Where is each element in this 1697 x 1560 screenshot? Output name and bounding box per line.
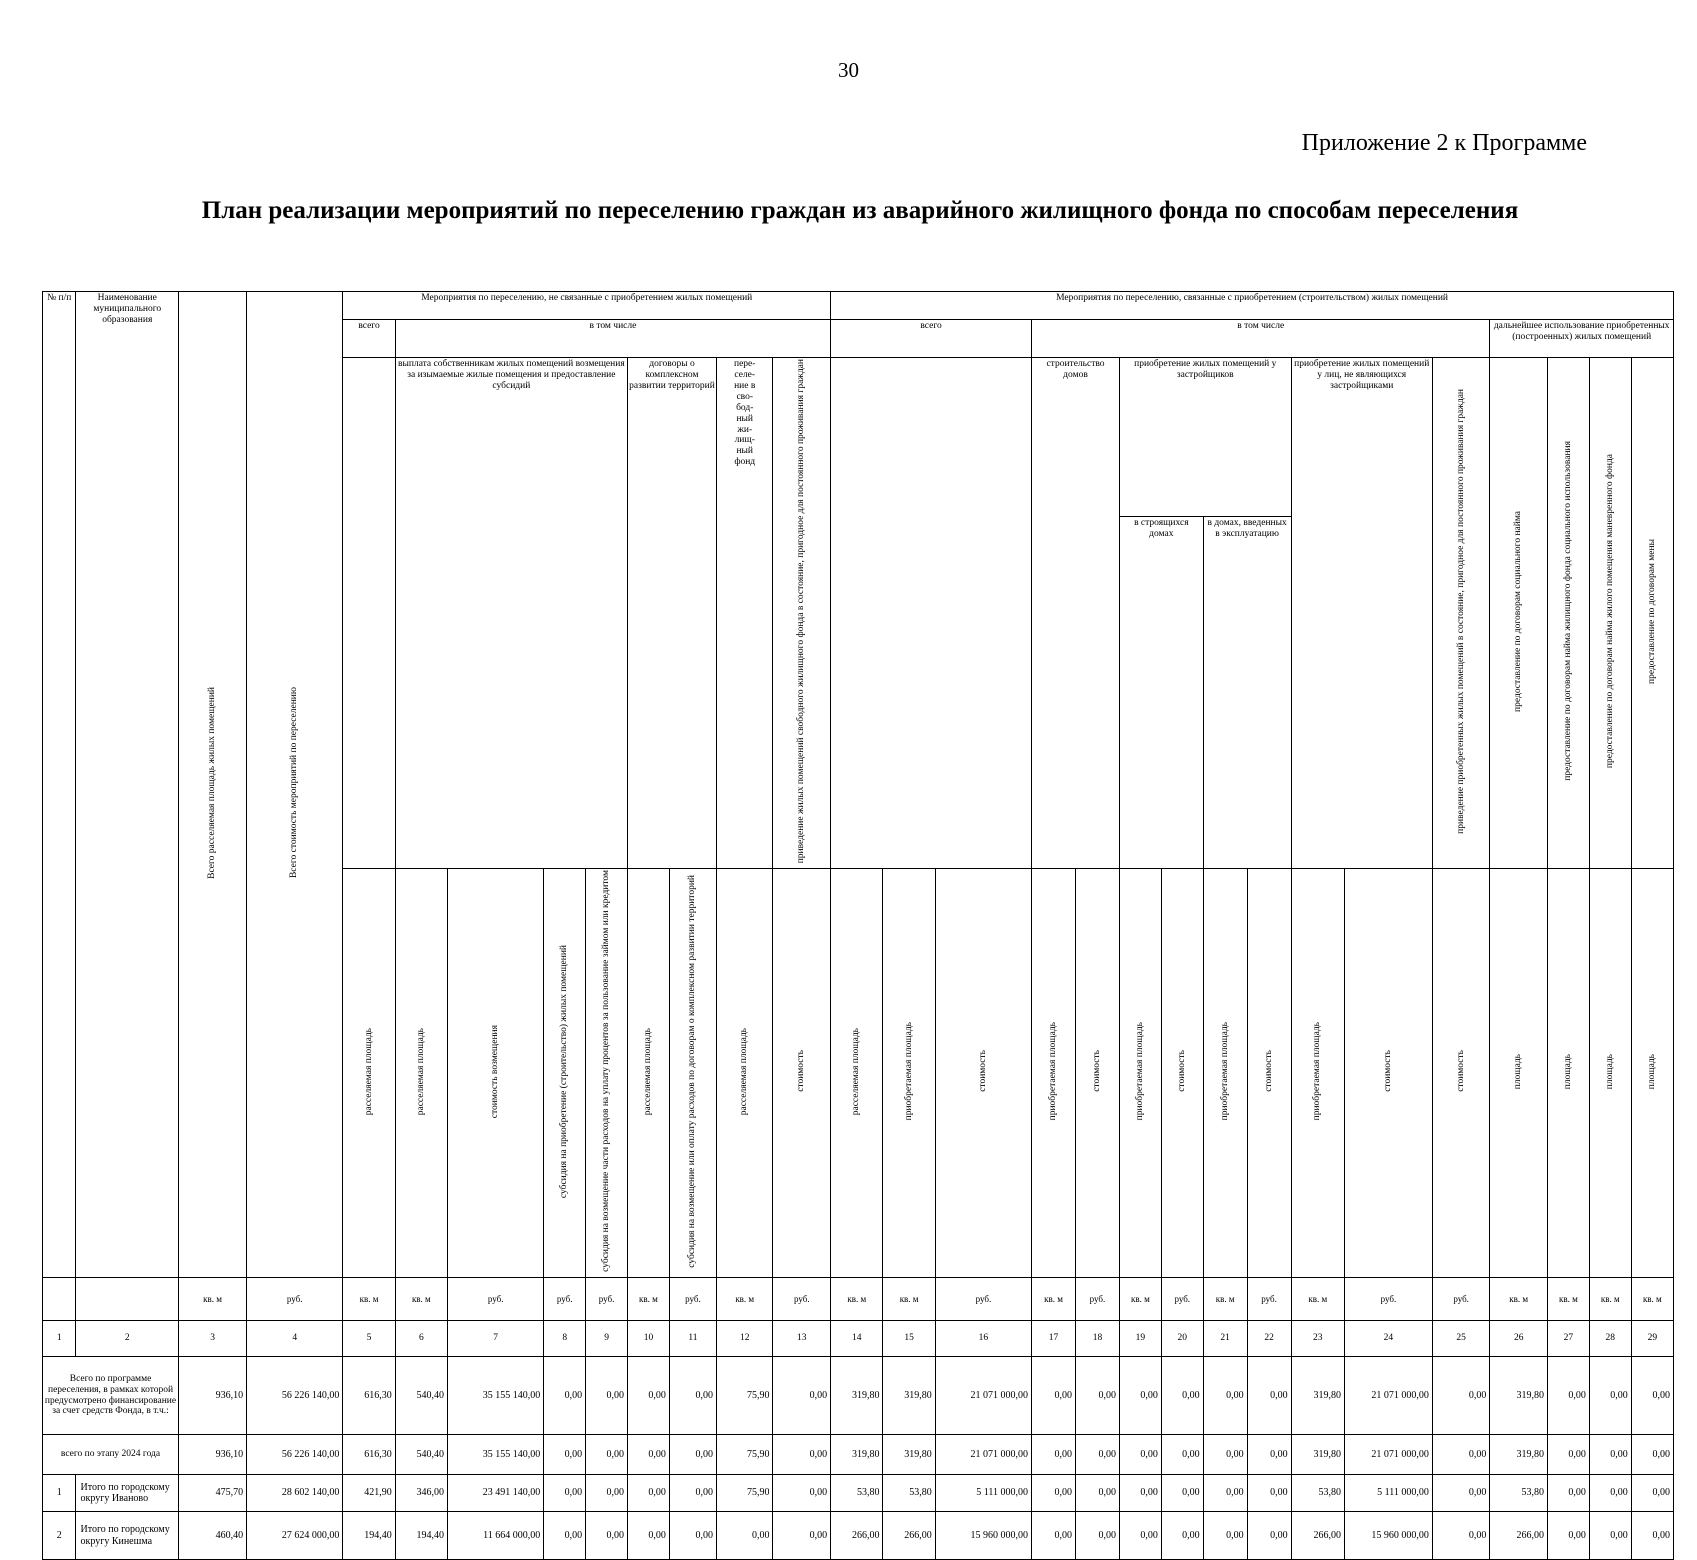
unit-cell: кв. м	[343, 1278, 395, 1321]
col-number: 17	[1032, 1321, 1076, 1357]
table-row	[43, 1435, 1674, 1475]
value-cell: 346,00	[395, 1475, 447, 1512]
unit-cell: руб.	[1247, 1278, 1291, 1321]
unit-cell: руб.	[586, 1278, 628, 1321]
value-cell: 0,00	[1631, 1357, 1673, 1435]
value-cell: 0,00	[1032, 1435, 1076, 1475]
unit-cell: руб.	[1161, 1278, 1203, 1321]
unit-cell: кв. м	[1203, 1278, 1247, 1321]
value-cell: 421,90	[343, 1475, 395, 1512]
table-row	[43, 1512, 1674, 1560]
row-number: 1	[43, 1475, 76, 1512]
sub-area-26: площадь	[1490, 869, 1548, 1278]
value-cell: 0,00	[1547, 1435, 1589, 1475]
col-number: 14	[831, 1321, 883, 1357]
unit-cell: кв. м	[831, 1278, 883, 1321]
value-cell: 0,00	[1631, 1435, 1673, 1475]
col-number: 1	[43, 1321, 76, 1357]
value-cell: 15 960 000,00	[1344, 1512, 1432, 1560]
value-cell: 616,30	[343, 1435, 395, 1475]
value-cell: 53,80	[883, 1475, 935, 1512]
value-cell: 0,00	[1161, 1475, 1203, 1512]
value-cell: 0,00	[1589, 1357, 1631, 1435]
value-cell: 0,00	[1247, 1357, 1291, 1435]
value-cell: 0,00	[1076, 1512, 1120, 1560]
sub-acquired-area-21: приобретаемая площадь	[1203, 869, 1247, 1278]
value-cell: 0,00	[628, 1512, 670, 1560]
value-cell: 0,00	[1076, 1475, 1120, 1512]
value-cell: 936,10	[179, 1357, 247, 1435]
value-cell: 0,00	[1161, 1357, 1203, 1435]
col-number: 18	[1076, 1321, 1120, 1357]
col-number: 5	[343, 1321, 395, 1357]
col-number: 9	[586, 1321, 628, 1357]
unit-cell: кв. м	[395, 1278, 447, 1321]
value-cell: 0,00	[586, 1512, 628, 1560]
resettlement-plan-table	[42, 291, 1674, 1560]
unit-cell: кв. м	[883, 1278, 935, 1321]
value-cell: 0,00	[586, 1357, 628, 1435]
unit-cell: руб.	[1076, 1278, 1120, 1321]
header-maneuver: предоставление по договорам найма жилого помещения маневренного фонда	[1589, 358, 1631, 869]
col-number: 21	[1203, 1321, 1247, 1357]
value-cell: 0,00	[669, 1357, 716, 1435]
col-number: 12	[716, 1321, 773, 1357]
col-number: 24	[1344, 1321, 1432, 1357]
col-number: 23	[1291, 1321, 1344, 1357]
value-cell: 319,80	[883, 1357, 935, 1435]
col-number: 20	[1161, 1321, 1203, 1357]
value-cell: 35 155 140,00	[448, 1357, 544, 1435]
unit-cell: кв. м	[716, 1278, 773, 1321]
value-cell: 0,00	[1203, 1475, 1247, 1512]
col-number: 16	[935, 1321, 1031, 1357]
value-cell: 0,00	[1076, 1357, 1120, 1435]
column-numbers-row	[43, 1321, 1674, 1357]
col-number: 7	[448, 1321, 544, 1357]
value-cell: 319,80	[883, 1435, 935, 1475]
value-cell: 0,00	[1119, 1435, 1161, 1475]
col-number: 2	[76, 1321, 179, 1357]
unit-cell: кв. м	[1032, 1278, 1076, 1321]
value-cell: 56 226 140,00	[247, 1357, 343, 1435]
header-in-that-1: в том числе	[395, 320, 830, 358]
value-cell: 540,40	[395, 1357, 447, 1435]
row-name: Итого по городскому округу Кинешма	[76, 1512, 179, 1560]
value-cell: 0,00	[1032, 1512, 1076, 1560]
header-municipality: Наименование муниципального образования	[76, 292, 179, 1278]
value-cell: 0,00	[1203, 1357, 1247, 1435]
value-cell: 56 226 140,00	[247, 1435, 343, 1475]
value-cell: 0,00	[1547, 1475, 1589, 1512]
sub-area-29: площадь	[1631, 869, 1673, 1278]
header-in-operation: в домах, введенных в эксплуатацию	[1203, 517, 1291, 869]
value-cell: 194,40	[343, 1512, 395, 1560]
sub-cost-16: стоимость	[935, 869, 1031, 1278]
value-cell: 0,00	[628, 1475, 670, 1512]
value-cell: 0,00	[586, 1435, 628, 1475]
unit-cell: кв. м	[628, 1278, 670, 1321]
col-number: 15	[883, 1321, 935, 1357]
value-cell: 0,00	[773, 1512, 831, 1560]
value-cell: 0,00	[1032, 1357, 1076, 1435]
header-vsego-2: всего	[831, 320, 1032, 358]
unit-cell: руб.	[773, 1278, 831, 1321]
unit-cell: кв. м	[1291, 1278, 1344, 1321]
value-cell: 0,00	[1161, 1512, 1203, 1560]
col-number: 27	[1547, 1321, 1589, 1357]
sub-resettled-area-6: расселяемая площадь	[395, 869, 447, 1278]
sub-resettled-area-5: расселяемая площадь	[343, 869, 395, 1278]
col-number: 22	[1247, 1321, 1291, 1357]
sub-resettled-area-14: расселяемая площадь	[831, 869, 883, 1278]
value-cell: 0,00	[773, 1435, 831, 1475]
col-number: 10	[628, 1321, 670, 1357]
value-cell: 0,00	[544, 1435, 586, 1475]
col-number: 4	[247, 1321, 343, 1357]
value-cell: 0,00	[628, 1435, 670, 1475]
value-cell: 266,00	[1291, 1512, 1344, 1560]
row-name: Всего по программе переселения, в рамках которой предусмотрено финансирование за счет средств Фонда, в т.ч.:	[43, 1357, 179, 1435]
value-cell: 15 960 000,00	[935, 1512, 1031, 1560]
header-in-that-2: в том числе	[1032, 320, 1490, 358]
value-cell: 0,00	[1432, 1357, 1490, 1435]
value-cell: 540,40	[395, 1435, 447, 1475]
value-cell: 35 155 140,00	[448, 1435, 544, 1475]
sub-cost-18: стоимость	[1076, 869, 1120, 1278]
value-cell: 0,00	[1247, 1512, 1291, 1560]
value-cell: 0,00	[544, 1512, 586, 1560]
unit-cell: кв. м	[1547, 1278, 1589, 1321]
value-cell: 0,00	[1631, 1475, 1673, 1512]
value-cell: 0,00	[1119, 1357, 1161, 1435]
value-cell: 0,00	[586, 1475, 628, 1512]
value-cell: 0,00	[1547, 1512, 1589, 1560]
value-cell: 0,00	[628, 1357, 670, 1435]
value-cell: 21 071 000,00	[1344, 1357, 1432, 1435]
header-further-use: дальнейшее использование приобретенных (построенных) жилых помещений	[1490, 320, 1674, 358]
row-name: Итого по городскому округу Иваново	[76, 1475, 179, 1512]
value-cell: 475,70	[179, 1475, 247, 1512]
value-cell: 0,00	[1119, 1475, 1161, 1512]
header-group-not-acquisition: Мероприятия по переселению, не связанные с приобретением жилых помещений	[343, 292, 831, 320]
unit-cell: кв. м	[1490, 1278, 1548, 1321]
value-cell: 0,00	[1432, 1435, 1490, 1475]
value-cell: 0,00	[716, 1512, 773, 1560]
value-cell: 0,00	[1432, 1512, 1490, 1560]
value-cell: 5 111 000,00	[1344, 1475, 1432, 1512]
value-cell: 0,00	[669, 1435, 716, 1475]
value-cell: 27 624 000,00	[247, 1512, 343, 1560]
sub-subsidy-interest: субсидия на возмещение части расходов на уплату процентов за пользование займом или кредитом	[586, 869, 628, 1278]
value-cell: 266,00	[1490, 1512, 1548, 1560]
value-cell: 460,40	[179, 1512, 247, 1560]
col-number: 28	[1589, 1321, 1631, 1357]
sub-acquired-area-23: приобретаемая площадь	[1291, 869, 1344, 1278]
unit-cell: кв. м	[1589, 1278, 1631, 1321]
row-name: всего по этапу 2024 года	[43, 1435, 179, 1475]
col-number: 19	[1119, 1321, 1161, 1357]
col-number: 29	[1631, 1321, 1673, 1357]
document-title: План реализации мероприятий по переселению граждан из аварийного жилищного фонда по способам переселения	[201, 197, 1519, 224]
header-in-building: в строящихся домах	[1119, 517, 1203, 869]
table-row	[43, 1475, 1674, 1512]
value-cell: 0,00	[1589, 1512, 1631, 1560]
value-cell: 53,80	[831, 1475, 883, 1512]
value-cell: 266,00	[883, 1512, 935, 1560]
row-number: 2	[43, 1512, 76, 1560]
unit-cell: руб.	[1432, 1278, 1490, 1321]
value-cell: 0,00	[1119, 1512, 1161, 1560]
value-cell: 0,00	[1076, 1435, 1120, 1475]
sub-cost-13: стоимость	[773, 869, 831, 1278]
col-number: 13	[773, 1321, 831, 1357]
header-blank-acq	[831, 358, 1032, 869]
value-cell: 0,00	[1432, 1475, 1490, 1512]
unit-cell: руб.	[448, 1278, 544, 1321]
value-cell: 0,00	[1589, 1475, 1631, 1512]
value-cell: 319,80	[831, 1357, 883, 1435]
value-cell: 23 491 140,00	[448, 1475, 544, 1512]
unit-cell: руб.	[935, 1278, 1031, 1321]
value-cell: 53,80	[1490, 1475, 1548, 1512]
header-resettle-free: пере- селе- ние в сво- бод- ный жи- лищ- ный фонд	[716, 358, 773, 869]
value-cell: 0,00	[1203, 1512, 1247, 1560]
header-group-acquisition: Мероприятия по переселению, связанные с приобретением (строительством) жилых помещений	[831, 292, 1674, 320]
sub-cost-24: стоимость	[1344, 869, 1432, 1278]
header-social-hire: предоставление по договорам социального найма	[1490, 358, 1548, 869]
header-payout: выплата собственникам жилых помещений возмещения за изымаемые жилые помещения и предоставление субсидий	[395, 358, 627, 869]
value-cell: 936,10	[179, 1435, 247, 1475]
header-vsego-1: всего	[343, 320, 395, 358]
value-cell: 0,00	[1631, 1512, 1673, 1560]
value-cell: 0,00	[1247, 1435, 1291, 1475]
value-cell: 0,00	[544, 1475, 586, 1512]
header-exchange: предоставление по договорам мены	[1631, 358, 1673, 869]
header-blank-5	[343, 358, 395, 869]
value-cell: 0,00	[1589, 1435, 1631, 1475]
value-cell: 266,00	[831, 1512, 883, 1560]
value-cell: 0,00	[773, 1475, 831, 1512]
value-cell: 0,00	[1247, 1475, 1291, 1512]
sub-area-27: площадь	[1547, 869, 1589, 1278]
col-number: 26	[1490, 1321, 1548, 1357]
value-cell: 319,80	[831, 1435, 883, 1475]
header-no: № п/п	[43, 292, 76, 1278]
header-total-area: Всего расселяемая площадь жилых помещений	[179, 292, 247, 1278]
units-blank-1	[43, 1278, 76, 1321]
col-number: 3	[179, 1321, 247, 1357]
value-cell: 28 602 140,00	[247, 1475, 343, 1512]
unit-cell: руб.	[544, 1278, 586, 1321]
page-number: 30	[838, 58, 859, 82]
value-cell: 75,90	[716, 1435, 773, 1475]
sub-resettled-area-12: расселяемая площадь	[716, 869, 773, 1278]
units-blank-2	[76, 1278, 179, 1321]
header-acq-non-dev: приобретение жилых помещений у лиц, не являющихся застройщиками	[1291, 358, 1432, 869]
value-cell: 75,90	[716, 1357, 773, 1435]
col-number: 25	[1432, 1321, 1490, 1357]
table-row	[43, 1357, 1674, 1435]
value-cell: 21 071 000,00	[935, 1357, 1031, 1435]
header-acq-developers: приобретение жилых помещений у застройщиков	[1119, 358, 1291, 517]
sub-acquired-area-19: приобретаемая площадь	[1119, 869, 1161, 1278]
header-bring-free: приведение жилых помещений свободного жилищного фонда в состояние, пригодное для постоянного проживания граждан	[773, 358, 831, 869]
value-cell: 75,90	[716, 1475, 773, 1512]
header-social-use: предоставление по договорам найма жилищного фонда социального использования	[1547, 358, 1589, 869]
col-number: 11	[669, 1321, 716, 1357]
sub-resettled-area-10: расселяемая площадь	[628, 869, 670, 1278]
unit-cell: кв. м	[1631, 1278, 1673, 1321]
sub-cost-25: стоимость	[1432, 869, 1490, 1278]
sub-subsidy-acq: субсидия на приобретение (строительство) жилых помещений	[544, 869, 586, 1278]
header-total-cost: Всего стоимость мероприятий по переселению	[247, 292, 343, 1278]
unit-cell: руб.	[247, 1278, 343, 1321]
value-cell: 21 071 000,00	[935, 1435, 1031, 1475]
unit-cell: руб.	[1344, 1278, 1432, 1321]
value-cell: 5 111 000,00	[935, 1475, 1031, 1512]
header-bring-acquired: приведение приобретенных жилых помещений в состояние, пригодное для постоянного проживания граждан	[1432, 358, 1490, 869]
col-number: 8	[544, 1321, 586, 1357]
unit-cell: руб.	[669, 1278, 716, 1321]
appendix-label: Приложение 2 к Программе	[1301, 130, 1587, 156]
sub-compensation-cost: стоимость возмещения	[448, 869, 544, 1278]
sub-area-28: площадь	[1589, 869, 1631, 1278]
value-cell: 21 071 000,00	[1344, 1435, 1432, 1475]
value-cell: 319,80	[1490, 1357, 1548, 1435]
value-cell: 0,00	[669, 1512, 716, 1560]
value-cell: 319,80	[1291, 1435, 1344, 1475]
value-cell: 194,40	[395, 1512, 447, 1560]
unit-cell: кв. м	[179, 1278, 247, 1321]
unit-cell: кв. м	[1119, 1278, 1161, 1321]
sub-cost-20: стоимость	[1161, 869, 1203, 1278]
value-cell: 0,00	[1547, 1357, 1589, 1435]
header-complex-dev: договоры о комплексном развитии территорий	[628, 358, 717, 869]
value-cell: 319,80	[1291, 1357, 1344, 1435]
sub-cost-22: стоимость	[1247, 869, 1291, 1278]
value-cell: 616,30	[343, 1357, 395, 1435]
value-cell: 0,00	[544, 1357, 586, 1435]
value-cell: 53,80	[1291, 1475, 1344, 1512]
value-cell: 0,00	[773, 1357, 831, 1435]
units-row	[43, 1278, 1674, 1321]
sub-acquired-area-17: приобретаемая площадь	[1032, 869, 1076, 1278]
sub-acquired-area-15: приобретаемая площадь	[883, 869, 935, 1278]
value-cell: 0,00	[1032, 1475, 1076, 1512]
col-number: 6	[395, 1321, 447, 1357]
value-cell: 11 664 000,00	[448, 1512, 544, 1560]
value-cell: 319,80	[1490, 1435, 1548, 1475]
value-cell: 0,00	[1203, 1435, 1247, 1475]
header-construction: строительство домов	[1032, 358, 1120, 869]
sub-subsidy-complex: субсидия на возмещение или оплату расходов по договорам о комплексном развитии территорий	[669, 869, 716, 1278]
value-cell: 0,00	[669, 1475, 716, 1512]
value-cell: 0,00	[1161, 1435, 1203, 1475]
